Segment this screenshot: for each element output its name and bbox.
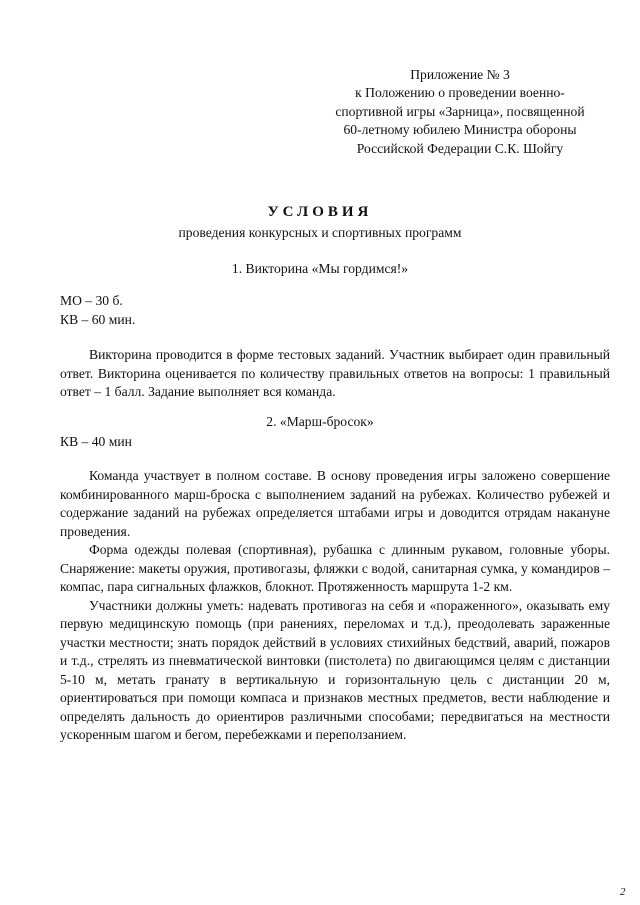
score-line: МО – 30 б. <box>60 293 123 308</box>
section-2-text <box>60 467 610 745</box>
section-1-meta <box>60 291 135 329</box>
document-subtitle: проведения конкурсных и спортивных программ <box>178 225 462 240</box>
section-2-heading: 2. «Марш-бросок» <box>266 414 374 429</box>
page-number: 2 <box>620 886 626 898</box>
document-title: УСЛОВИЯ <box>267 204 373 220</box>
time-line: КВ – 60 мин. <box>60 312 136 327</box>
appendix-line: 60-летному юбилею Министра обороны <box>343 122 577 138</box>
paragraph: Участники должны уметь: надевать противогаз на себя и «пораженного», оказывать ему первую медицинскую помощь (при ранениях, переломах и т.д.), преодолевать зараженные участки местности; знать порядок действий в условиях стихийных бедствий, аварий, пожаров и т.д., стрелять из пневматической винтовки (пистолета) по двигающимся целям с дистанции 5-10 м, метать гранату в вертикальную и горизонтальную цель с дистанции 20 м, ориентироваться при помощи компаса и признаков местных предметов, вести наблюдение и определять дальность до ориентиров различными способами; передвигаться на местности ускоренным шагом и бегом, перебежками и переползанием. <box>60 597 610 742</box>
appendix-line: Российской Федерации С.К. Шойгу <box>356 140 564 156</box>
paragraph: Команда участвует в полном составе. В основу проведения игры заложено совершение комбинированного марш-броска с выполнением заданий на рубежах. Количество рубежей и содержание заданий на рубежах определяется штабами игры и доводится отрядам накануне проведения. <box>60 468 610 539</box>
appendix-line: Приложение № 3 <box>410 67 510 82</box>
appendix-block <box>300 66 620 158</box>
appendix-line: спортивной игры «Зарница», посвященной <box>335 103 585 119</box>
time-line: КВ – 40 мин <box>60 434 132 449</box>
section-2-meta <box>60 432 132 451</box>
paragraph: Викторина проводится в форме тестовых заданий. Участник выбирает один правильный ответ. Викторина оценивается по количеству правильных ответов на вопросы: 1 правильный ответ – 1 балл. Задание выполняет вся команда. <box>60 347 610 399</box>
paragraph: Форма одежды полевая (спортивная), рубашка с длинным рукавом, головные уборы. Снаряжение: макеты оружия, противогазы, фляжки с водой, санитарная сумка, у командиров – компас, пара сигнальных флажков, блокнот. Протяженность маршрута 1-2 км. <box>60 542 610 594</box>
appendix-line: к Положению о проведении военно- <box>355 85 565 101</box>
section-1-text <box>60 346 610 402</box>
section-1-heading: 1. Викторина «Мы гордимся!» <box>231 261 409 276</box>
